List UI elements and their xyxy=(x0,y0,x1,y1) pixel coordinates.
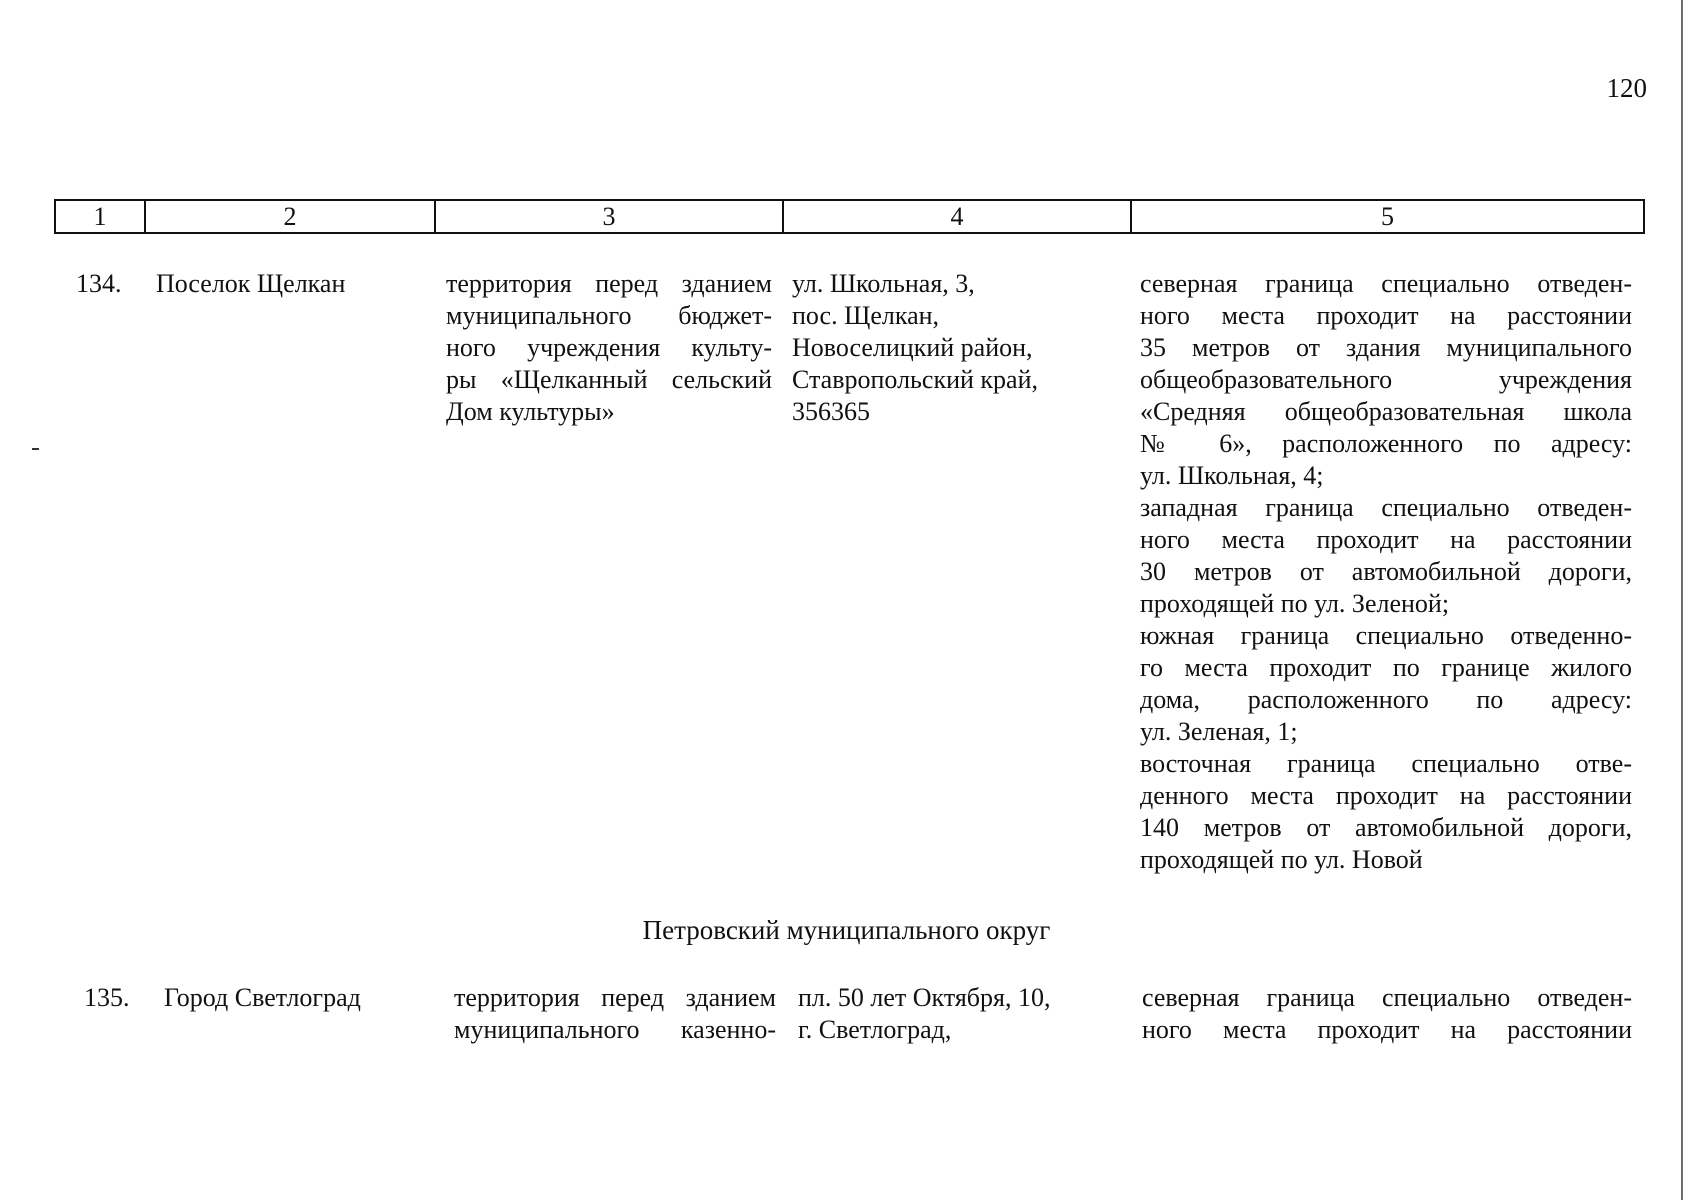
place-description xyxy=(454,982,776,1046)
borders-line: южная граница специально отведенно- xyxy=(1140,621,1632,650)
borders-line: западная граница специально отведен- xyxy=(1140,493,1632,522)
header-col-3: 3 xyxy=(436,201,784,232)
place-description xyxy=(446,268,772,428)
place-line: территория перед зданием xyxy=(446,269,772,298)
header-col-5: 5 xyxy=(1381,202,1394,231)
address xyxy=(792,268,1092,428)
section-title: Петровский муниципального округ xyxy=(642,915,1051,945)
row-number: 135. xyxy=(84,983,130,1012)
column-number-header xyxy=(54,199,1645,234)
borders-line: северная граница специально отведен- xyxy=(1142,983,1632,1012)
place-line: муниципального казенно- xyxy=(454,1015,776,1044)
header-col-1: 1 xyxy=(56,201,146,232)
place-line: ного учреждения культу- xyxy=(446,333,772,362)
address-line: Новоселицкий район, xyxy=(792,333,1033,362)
header-col-2: 2 xyxy=(146,201,436,232)
borders-description xyxy=(1140,268,1632,876)
page-number: 120 xyxy=(1606,73,1647,103)
settlement-name: Поселок Щелкан xyxy=(156,269,346,298)
address-line: пос. Щелкан, xyxy=(792,301,940,330)
place-line: муниципального бюджет- xyxy=(446,301,772,330)
borders-line: ул. Зеленая, 1; xyxy=(1140,717,1298,746)
borders-line: денного места проходит на расстоянии xyxy=(1140,781,1632,810)
borders-line: восточная граница специально отве- xyxy=(1140,749,1632,778)
header-col-4: 4 xyxy=(784,201,1132,232)
address-line: Ставропольский край, xyxy=(792,365,1038,394)
place-line: ры «Щелканный сельский xyxy=(446,365,772,394)
borders-line: № 6», расположенного по адресу: xyxy=(1140,429,1632,458)
place-line: Дом культуры» xyxy=(446,397,615,426)
borders-line: проходящей по ул. Новой xyxy=(1140,845,1423,874)
borders-line: ного места проходит на расстоянии xyxy=(1140,301,1632,330)
borders-description xyxy=(1142,982,1632,1046)
borders-line: ного места проходит на расстоянии xyxy=(1140,525,1632,554)
address-line: 356365 xyxy=(792,397,870,426)
borders-line: 35 метров от здания муниципального xyxy=(1140,333,1632,362)
address-line: ул. Школьная, 3, xyxy=(792,269,975,298)
borders-line: 140 метров от автомобильной дороги, xyxy=(1140,813,1632,842)
borders-line: общеобразовательного учреждения xyxy=(1140,365,1632,394)
borders-line: 30 метров от автомобильной дороги, xyxy=(1140,557,1632,586)
scan-artifact-mark xyxy=(32,448,39,450)
borders-line: проходящей по ул. Зеленой; xyxy=(1140,589,1450,618)
borders-line: северная граница специально отведен- xyxy=(1140,269,1632,298)
scan-edge-line xyxy=(1681,0,1683,1200)
borders-line: дома, расположенного по адресу: xyxy=(1140,685,1632,714)
borders-line: го места проходит по границе жилого xyxy=(1140,653,1632,682)
address-line: пл. 50 лет Октября, 10, xyxy=(798,983,1051,1012)
settlement-name: Город Светлоград xyxy=(164,983,361,1012)
borders-line: ул. Школьная, 4; xyxy=(1140,461,1324,490)
row-number: 134. xyxy=(76,269,122,298)
address xyxy=(798,982,1098,1046)
place-line: территория перед зданием xyxy=(454,983,776,1012)
address-line: г. Светлоград, xyxy=(798,1015,952,1044)
borders-line: «Средняя общеобразовательная школа xyxy=(1140,397,1632,426)
borders-line: ного места проходит на расстоянии xyxy=(1142,1015,1632,1044)
